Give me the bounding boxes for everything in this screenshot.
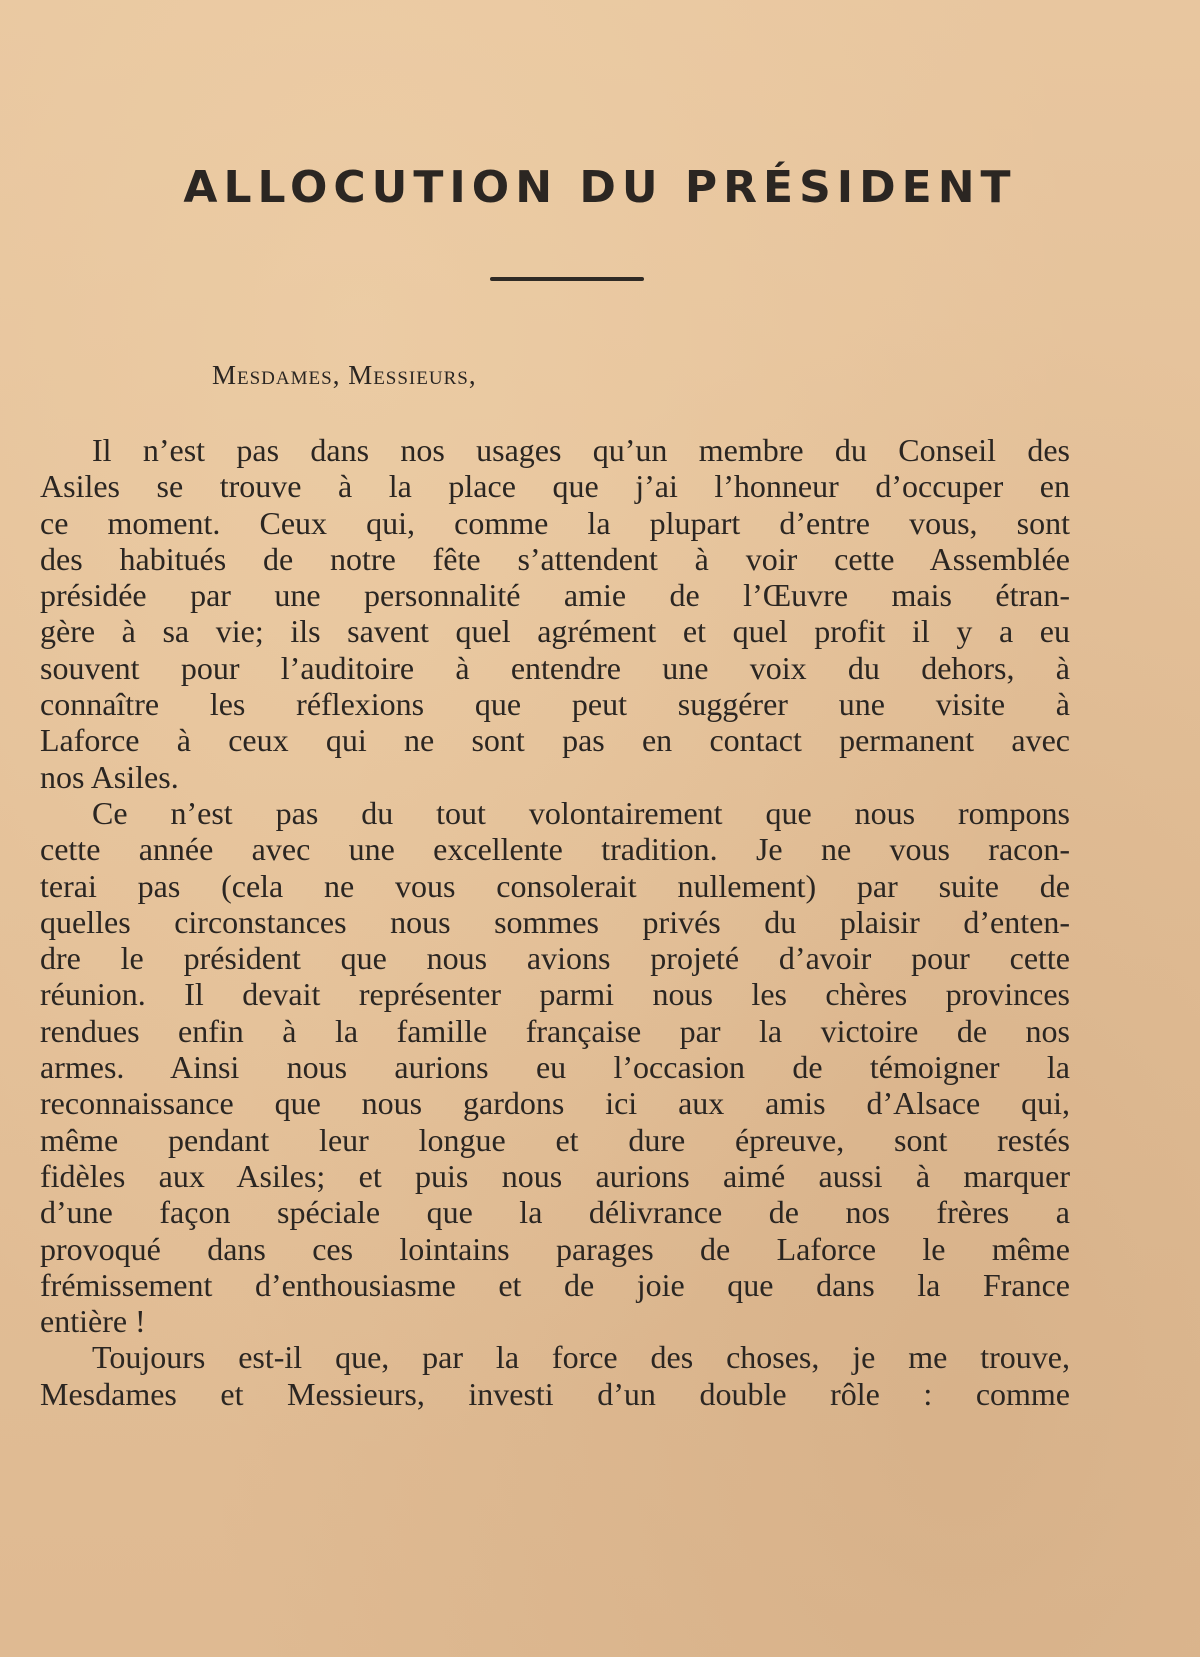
text-line: des habitués de notre fête s’attendent à voir cette Assemblée: [40, 540, 1070, 577]
text-line: Toujours est-il que, par la force des choses, je me trouve,: [92, 1339, 1070, 1376]
text-line: cette année avec une excellente tradition. Je ne vous racon-: [40, 831, 1070, 868]
text-line: rendues enfin à la famille française par la victoire de nos: [40, 1012, 1070, 1049]
text-line: réunion. Il devait représenter parmi nous les chères provinces: [40, 976, 1070, 1013]
text-line: reconnaissance que nous gardons ici aux amis d’Alsace qui,: [40, 1085, 1070, 1122]
text-line: présidée par une personnalité amie de l’Œuvre mais étran-: [40, 577, 1070, 614]
salutation: Mesdames, Messieurs,: [212, 360, 477, 390]
title-divider: [490, 277, 644, 281]
text-line: provoqué dans ces lointains parages de Laforce le même: [40, 1230, 1070, 1267]
text-line: gère à sa vie; ils savent quel agrément et quel profit il y a eu: [40, 613, 1070, 650]
text-line: souvent pour l’auditoire à entendre une voix du dehors, à: [40, 649, 1070, 686]
paragraph-3: [40, 1339, 1070, 1412]
text-line: terai pas (cela ne vous consolerait nullement) par suite de: [40, 867, 1070, 904]
text-line: Mesdames et Messieurs, investi d’un double rôle : comme: [40, 1375, 1070, 1412]
text-line: frémissement d’enthousiasme et de joie que dans la France: [40, 1266, 1070, 1303]
text-line: ce moment. Ceux qui, comme la plupart d’entre vous, sont: [40, 504, 1070, 541]
text-line: entière !: [40, 1303, 146, 1340]
text-line: connaître les réflexions que peut suggérer une visite à: [40, 686, 1070, 723]
text-line: nos Asiles.: [40, 758, 179, 795]
document-title: ALLOCUTION DU PRÉSIDENT: [183, 162, 1017, 213]
paragraph-2: [40, 795, 1070, 1339]
text-line: même pendant leur longue et dure épreuve, sont restés: [40, 1121, 1070, 1158]
text-line: Asiles se trouve à la place que j’ai l’honneur d’occuper en: [40, 468, 1070, 505]
text-line: armes. Ainsi nous aurions eu l’occasion de témoigner la: [40, 1049, 1070, 1086]
text-line: dre le président que nous avions projeté d’avoir pour cette: [40, 940, 1070, 977]
paragraph-1: [40, 432, 1070, 795]
text-line: Ce n’est pas du tout volontairement que nous rompons: [92, 794, 1070, 831]
text-line: fidèles aux Asiles; et puis nous aurions aimé aussi à marquer: [40, 1157, 1070, 1194]
text-line: quelles circonstances nous sommes privés du plaisir d’enten-: [40, 903, 1070, 940]
body-text: [40, 432, 1070, 1412]
text-line: d’une façon spéciale que la délivrance de nos frères a: [40, 1194, 1070, 1231]
text-line: Laforce à ceux qui ne sont pas en contact permanent avec: [40, 722, 1070, 759]
text-line: Il n’est pas dans nos usages qu’un membre du Conseil des: [92, 432, 1070, 468]
